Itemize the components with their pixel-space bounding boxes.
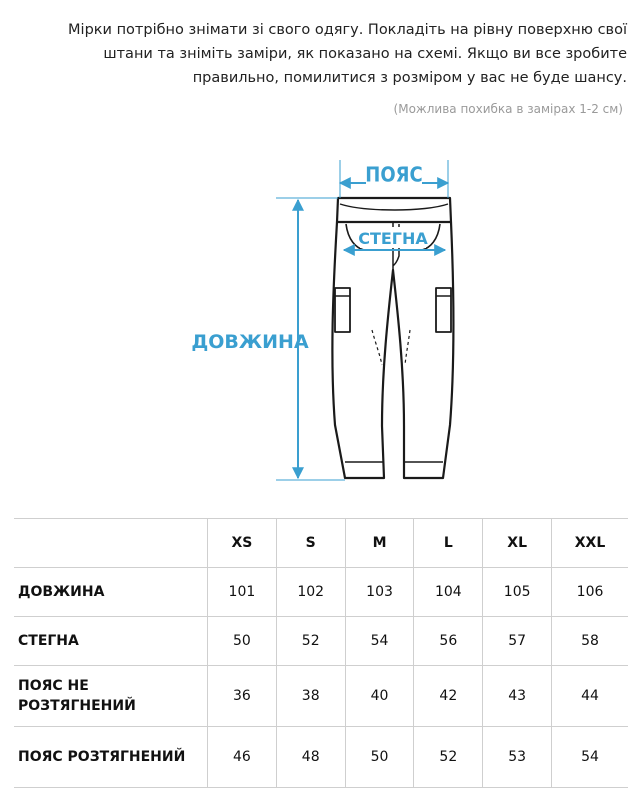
table-cell: 105 (483, 568, 552, 617)
table-cell: 38 (276, 666, 345, 727)
table-row-length (14, 568, 628, 617)
table-cell: 52 (276, 617, 345, 666)
table-cell: 43 (483, 666, 552, 727)
pants-measurement-diagram (0, 140, 643, 500)
table-cell: 106 (552, 568, 628, 617)
row-label: ДОВЖИНА (14, 568, 208, 617)
row-label: ПОЯС НЕ РОЗТЯГНЕНИЙ (14, 666, 208, 727)
size-chart-table (14, 518, 628, 788)
intro-text: Мірки потрібно знімати зі свого одягу. Покладіть на рівну поверхню свої штани та зніміть заміри, як показано на схемі. Якщо ви все зробите правильно, помилитися з розміром у вас не буде шансу. (68, 22, 627, 86)
table-cell: 44 (552, 666, 628, 727)
table-cell: 36 (208, 666, 277, 727)
header-size-xl: XL (483, 519, 552, 568)
measurement-error-note: (Можлива похибка в замірах 1-2 см) (393, 102, 623, 116)
table-cell: 42 (414, 666, 483, 727)
length-measure-line (191, 198, 345, 480)
table-row-waist-stretched (14, 727, 628, 788)
table-cell: 101 (208, 568, 277, 617)
hips-label: СТЕГНА (358, 229, 428, 248)
table-row-waist-unstretched (14, 666, 628, 727)
table-cell: 46 (208, 727, 277, 788)
table-cell: 104 (414, 568, 483, 617)
table-cell: 48 (276, 727, 345, 788)
table-cell: 56 (414, 617, 483, 666)
table-header-row (14, 519, 628, 568)
table-cell: 50 (345, 727, 414, 788)
header-size-m: M (345, 519, 414, 568)
table-cell: 52 (414, 727, 483, 788)
table-cell: 102 (276, 568, 345, 617)
table-cell: 54 (345, 617, 414, 666)
table-cell: 40 (345, 666, 414, 727)
table-cell: 53 (483, 727, 552, 788)
header-size-l: L (414, 519, 483, 568)
header-size-s: S (276, 519, 345, 568)
waist-measure-line (340, 160, 448, 198)
header-size-xxl: XXL (552, 519, 628, 568)
row-label: СТЕГНА (14, 617, 208, 666)
row-label: ПОЯС РОЗТЯГНЕНИЙ (14, 727, 208, 788)
header-size-xs: XS (208, 519, 277, 568)
table-cell: 103 (345, 568, 414, 617)
header-empty (14, 519, 208, 568)
waist-label: ПОЯС (365, 162, 423, 187)
table-cell: 58 (552, 617, 628, 666)
table-cell: 50 (208, 617, 277, 666)
table-cell: 57 (483, 617, 552, 666)
length-label: ДОВЖИНА (191, 331, 309, 353)
table-cell: 54 (552, 727, 628, 788)
table-row-hips (14, 617, 628, 666)
